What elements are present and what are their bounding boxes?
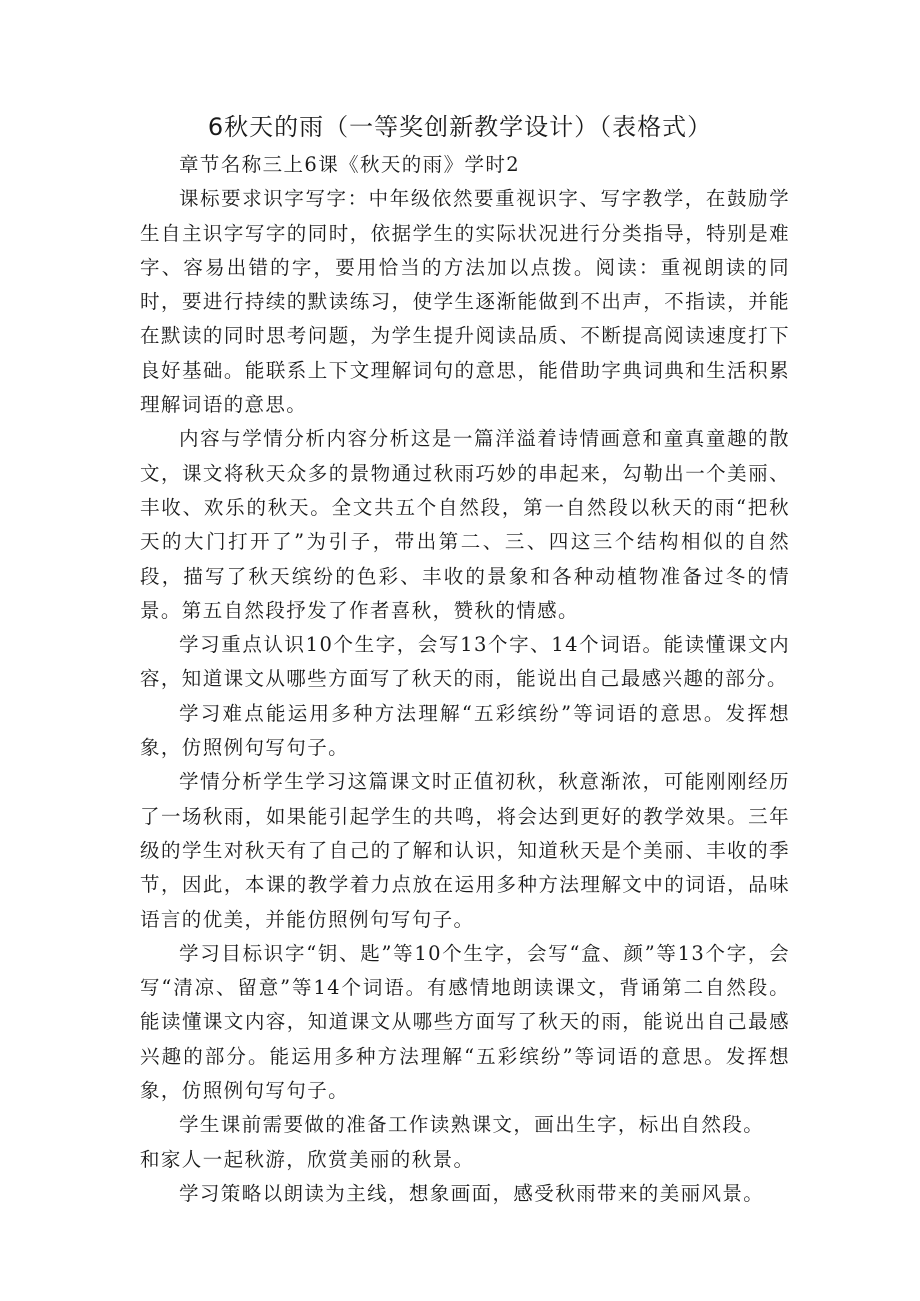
content-analysis-paragraph: 内容与学情分析内容分析这是一篇洋溢着诗情画意和童真童趣的散文，课文将秋天众多的景物通过秋雨巧妙的串起来，勾勒出一个美丽、丰收、欢乐的秋天。全文共五个自然段，第一自然段以秋天的雨“把秋天的大门打开了”为引子，带出第二、三、四这三个结构相似的自然段，描写了秋天缤纷的色彩、丰收的景象和各种动植物准备过冬的情景。第五自然段抒发了作者喜秋，赞秋的情感。 <box>140 427 790 622</box>
curriculum-requirements-paragraph: 课标要求识字写字：中年级依然要重视识字、写字教学，在鼓励学生自主识字写字的同时，依据学生的实际状况进行分类指导，特别是难字、容易出错的字，要用恰当的方法加以点拨。阅读：重视朗读的同时，要进行持续的默读练习，使学生逐渐能做到不出声，不指读，并能在默读的同时思考问题，为学生提升阅读品质、不断提高阅读速度打下良好基础。能联系上下文理解词句的意思，能借助字典词典和生活积累理解词语的意思。 <box>140 187 790 417</box>
learning-strategy-paragraph: 学习策略以朗读为主线，想象画面，感受秋雨带来的美丽风景。 <box>179 1181 765 1205</box>
learning-difficulty-paragraph: 学习难点能运用多种方法理解“五彩缤纷”等词语的意思。发挥想象，仿照例句写句子。 <box>140 701 790 760</box>
chapter-info-paragraph: 章节名称三上6课《秋天的雨》学时2 <box>179 153 521 176</box>
learning-focus-paragraph: 学习重点认识10个生字，会写13个字、14个词语。能读懂课文内容，知道课文从哪些方面写了秋天的雨，能说出自己最感兴趣的部分。 <box>140 633 790 691</box>
document-title: 6秋天的雨（一等奖创新教学设计）（表格式） <box>207 113 713 141</box>
student-analysis-paragraph: 学情分析学生学习这篇课文时正值初秋，秋意渐浓，可能刚刚经历了一场秋雨，如果能引起学生的共鸣，将会达到更好的教学效果。三年级的学生对秋天有了自己的了解和认识，知道秋天是个美丽、丰收的季节，因此，本课的教学着力点放在运用多种方法理解文中的词语，品味语言的优美，并能仿照例句写句子。 <box>140 770 790 931</box>
document-body <box>140 148 790 1211</box>
learning-goals-paragraph: 学习目标识字“钥、匙”等10个生字，会写“盒、颜”等13个字，会写“清凉、留意”等14个词语。有感情地朗读课文，背诵第二自然段。能读懂课文内容，知道课文从哪些方面写了秋天的雨，能说出自己最感兴趣的部分。能运用多种方法理解“五彩缤纷”等词语的意思。发挥想象，仿照例句写句子。 <box>140 941 790 1103</box>
preparation-paragraph: 学生课前需要做的准备工作读熟课文，画出生字，标出自然段。 <box>179 1113 765 1137</box>
preparation-continued-paragraph: 和家人一起秋游，欣赏美丽的秋景。 <box>140 1147 475 1171</box>
